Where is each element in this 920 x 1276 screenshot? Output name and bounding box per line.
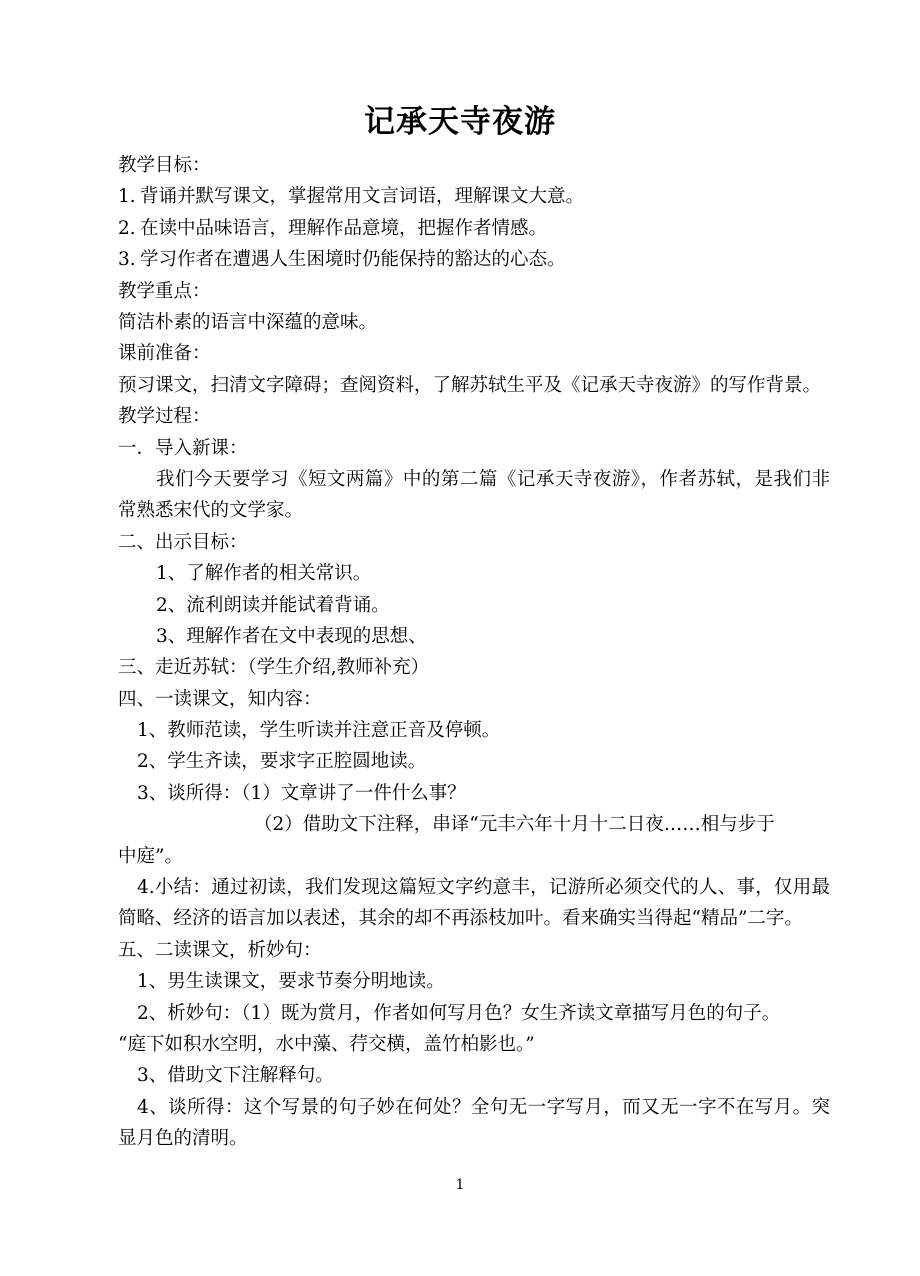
section-show-goals: 二、出示目标： [118, 531, 248, 553]
heading-key-points: 教学重点： [118, 280, 211, 302]
objective-text: 在读中品味语言，理解作品意境，把握作者情感。 [140, 217, 548, 239]
first-reading-step-3: 3、谈所得：（1）文章讲了一件什么事？ [137, 782, 466, 804]
section-second-reading: 五、二读课文，析妙句： [118, 939, 322, 961]
goal-item-3: 3、理解作者在文中表现的思想、 [156, 625, 427, 647]
objective-text: 背诵并默写课文，掌握常用文言词语，理解课文大意。 [140, 186, 585, 208]
objective-item-2 [118, 213, 830, 244]
document-body [118, 150, 830, 1155]
objective-number: 1. [118, 186, 136, 208]
goal-item-1: 1、了解作者的相关常识。 [156, 563, 372, 585]
heading-preparation: 课前准备： [118, 343, 211, 365]
intro-paragraph: 我们今天要学习《短文两篇》中的第二篇《记承天寺夜游》，作者苏轼，是我们非常熟悉宋代的文学家。 [118, 468, 830, 522]
section-intro: 一．导入新课： [118, 437, 248, 459]
second-reading-step-4: 4、谈所得：这个写景的句子妙在何处？全句无一字写月，而又无一字不在写月。突显月色的清明。 [118, 1096, 830, 1150]
section-su-shi: 三、走近苏轼：（学生介绍,教师补充） [118, 657, 430, 679]
heading-objectives: 教学目标： [118, 155, 211, 176]
objective-text: 学习作者在遭遇人生困境时仍能保持的豁达的心态。 [140, 249, 566, 271]
objective-number: 2. [118, 217, 136, 239]
second-reading-step-3: 3、借助文下注解释句。 [137, 1065, 334, 1087]
first-reading-summary: 4.小结：通过初读，我们发现这篇短文字约意丰，记游所必须交代的人、事，仅用最简略、经济的语言加以表述，其余的却不再添枝加叶。看来确实当得起“精品”二字。 [118, 877, 830, 930]
first-reading-step-1: 1、教师范读，学生听读并注意正音及停顿。 [137, 720, 501, 742]
key-point-text: 简洁朴素的语言中深蕴的意味。 [118, 311, 378, 333]
objective-number: 3. [118, 249, 136, 271]
preparation-text: 预习课文，扫清文字障碍；查阅资料，了解苏轼生平及《记承天寺夜游》的写作背景。 [118, 374, 822, 396]
moonlight-quote: “庭下如积水空明，水中藻、荇交横，盖竹柏影也。” [118, 1034, 535, 1056]
document-title: 记承天寺夜游 [364, 104, 556, 140]
second-reading-step-2: 2、析妙句：（1）既为赏月，作者如何写月色？女生齐读文章描写月色的句子。 [137, 1002, 781, 1024]
objective-item-1 [118, 181, 830, 212]
first-reading-step-2: 2、学生齐读，要求字正腔圆地读。 [137, 751, 427, 773]
heading-process: 教学过程： [118, 406, 211, 428]
page-number: 1 [455, 1177, 465, 1193]
first-reading-step-3-sub-2-end: 中庭”。 [118, 845, 183, 867]
section-first-reading: 四、一读课文，知内容： [118, 688, 322, 710]
goal-item-2: 2、流利朗读并能试着背诵。 [156, 594, 390, 616]
second-reading-step-1: 1、男生读课文，要求节奏分明地读。 [137, 971, 445, 993]
first-reading-step-3-sub-2: （2）借助文下注释，串译“元丰六年十月十二日夜……相与步于 [254, 814, 775, 836]
objective-item-3 [118, 244, 830, 275]
